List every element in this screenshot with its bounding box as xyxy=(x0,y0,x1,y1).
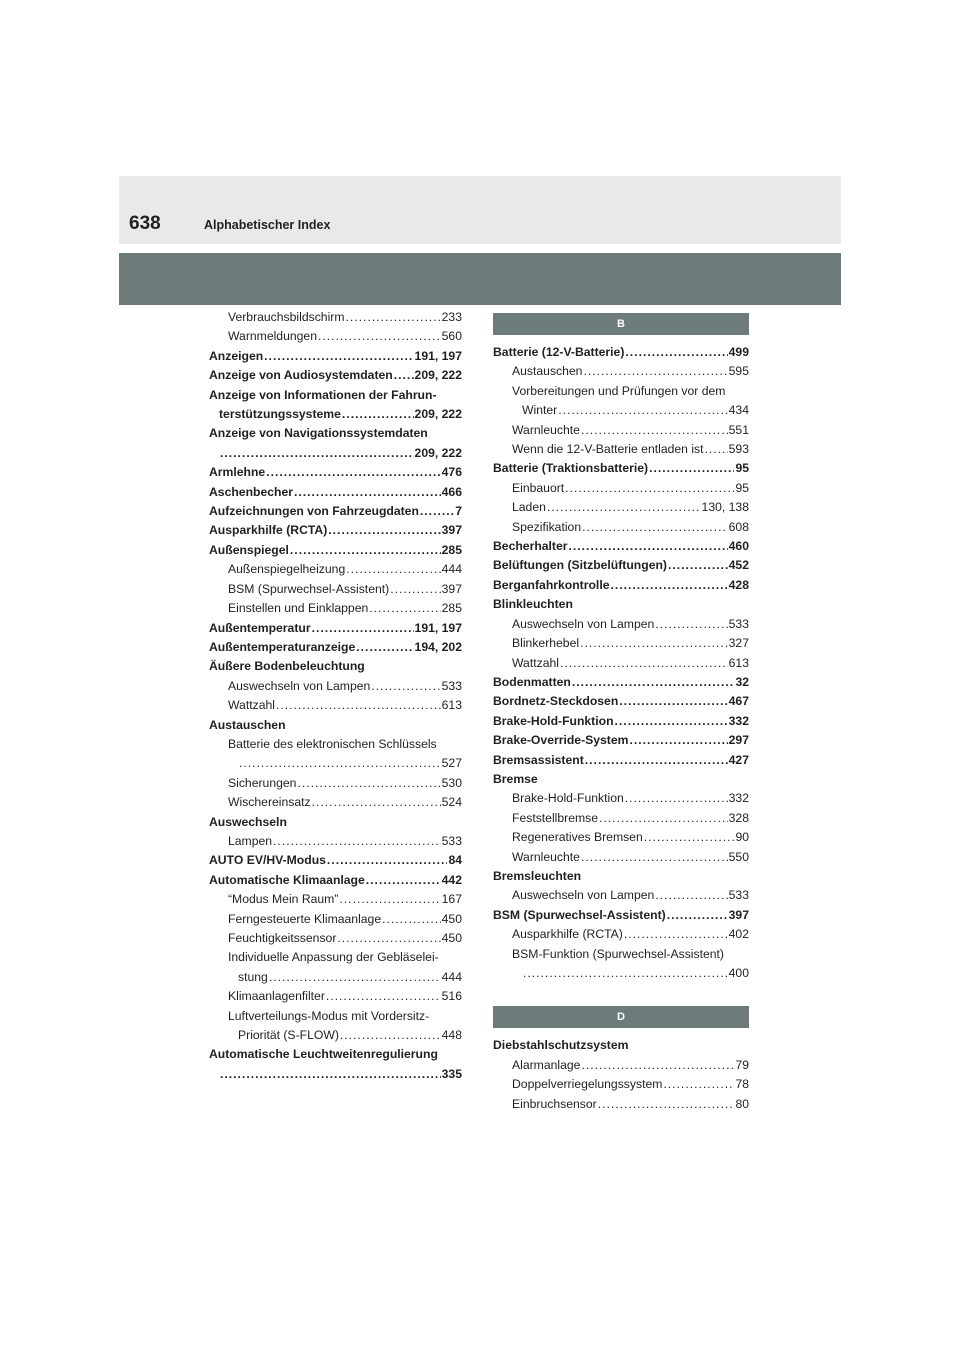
dot-leader xyxy=(266,463,440,482)
index-entry xyxy=(209,502,462,521)
page-reference: 194, 202 xyxy=(414,639,462,654)
index-term: Becherhalter xyxy=(493,539,568,554)
page-reference: 328 xyxy=(728,810,749,825)
index-term: Außenspiegel xyxy=(209,542,289,557)
page-reference: 327 xyxy=(728,636,749,651)
page-reference: 595 xyxy=(728,364,749,379)
index-term: Anzeigen xyxy=(209,348,264,363)
page-reference: 427 xyxy=(728,752,749,767)
page-reference: 209, 222 xyxy=(414,407,462,422)
page-reference: 448 xyxy=(441,1028,462,1043)
index-entry xyxy=(209,580,462,599)
dot-leader xyxy=(560,654,728,673)
page-reference: 332 xyxy=(728,713,749,728)
page-reference: 593 xyxy=(728,442,749,457)
index-term: Einbruchsensor xyxy=(512,1096,597,1111)
dot-leader xyxy=(655,615,727,634)
index-term: Brake-Override-System xyxy=(493,733,629,748)
dot-leader xyxy=(264,347,413,366)
index-term: stung xyxy=(238,969,268,984)
index-entry xyxy=(209,677,462,696)
section-letter-b: B xyxy=(493,313,749,335)
index-term: Feststellbremse xyxy=(512,810,599,825)
page-reference: 450 xyxy=(441,931,462,945)
page-reference: 533 xyxy=(728,616,749,631)
page-reference: 476 xyxy=(441,465,462,480)
page-reference: 332 xyxy=(728,791,749,806)
index-term: Alarmanlage xyxy=(512,1057,581,1072)
dot-leader xyxy=(583,362,727,381)
index-entry xyxy=(209,599,462,618)
index-entry xyxy=(209,560,462,579)
index-entry xyxy=(493,556,749,575)
page-reference: 444 xyxy=(441,969,462,984)
dot-leader xyxy=(369,599,440,618)
dot-leader xyxy=(655,886,727,905)
index-term: Ausparkhilfe (RCTA) xyxy=(512,927,623,942)
page-reference: 444 xyxy=(441,562,462,577)
index-term: Batterie (12-V-Batterie) xyxy=(493,345,625,359)
index-term: Automatische Klimaanlage xyxy=(209,872,365,887)
index-term: BSM (Spurwechsel-Assistent) xyxy=(493,907,666,922)
page-reference: 397 xyxy=(441,581,462,596)
page-reference: 78 xyxy=(735,1077,749,1092)
index-entry xyxy=(209,521,462,540)
index-entry xyxy=(493,440,749,459)
header-top-bar xyxy=(119,176,841,244)
index-entry xyxy=(493,615,749,634)
index-heading: Auswechseln xyxy=(209,814,287,829)
index-term: Wenn die 12-V-Batterie entladen ist xyxy=(512,442,704,457)
index-term: Spezifikation xyxy=(512,519,582,534)
page-reference: 560 xyxy=(441,329,462,344)
index-term: Armlehne xyxy=(209,465,266,480)
page-reference: 80 xyxy=(735,1096,749,1111)
dot-leader xyxy=(565,479,734,498)
page-reference: 499 xyxy=(728,345,749,359)
index-term: Winter xyxy=(522,403,558,418)
index-entry xyxy=(209,327,462,346)
index-entry xyxy=(493,789,749,808)
page-reference: 297 xyxy=(728,733,749,748)
index-term: Auswechseln von Lampen xyxy=(512,888,655,903)
index-entry xyxy=(209,793,462,812)
index-entry xyxy=(493,1056,749,1075)
index-term: Feuchtigkeitssensor xyxy=(228,931,337,945)
dot-leader xyxy=(585,751,728,770)
page-reference: 84 xyxy=(448,853,462,868)
index-term: Batterie (Traktionsbatterie) xyxy=(493,461,649,476)
index-entry xyxy=(209,832,462,851)
index-term: Brake-Hold-Funktion xyxy=(493,713,614,728)
index-entry xyxy=(209,1065,462,1084)
dot-leader xyxy=(328,521,440,540)
index-term: Wischereinsatz xyxy=(228,795,311,810)
index-term: Auswechseln von Lampen xyxy=(512,616,655,631)
page-reference: 402 xyxy=(728,927,749,942)
page-reference: 79 xyxy=(735,1057,749,1072)
index-entry xyxy=(209,851,462,870)
index-entry xyxy=(209,638,462,657)
index-entry xyxy=(493,828,749,847)
index-entry xyxy=(493,654,749,673)
index-term: Bordnetz-Steckdosen xyxy=(493,694,619,709)
dot-leader xyxy=(644,828,735,847)
index-entry xyxy=(209,1026,462,1045)
index-heading: Bremsleuchten xyxy=(493,868,582,883)
index-entry xyxy=(209,774,462,793)
dot-leader xyxy=(312,793,441,812)
index-term: Berganfahrkontrolle xyxy=(493,577,610,592)
index-term: “Modus Mein Raum” xyxy=(228,892,339,907)
dot-leader xyxy=(630,731,728,750)
page-reference: 95 xyxy=(735,480,749,495)
page-reference: 400 xyxy=(728,966,749,980)
index-entry xyxy=(493,634,749,653)
dot-leader xyxy=(346,308,441,327)
page-reference: 167 xyxy=(441,892,462,907)
page-reference: 452 xyxy=(728,558,749,573)
dot-leader xyxy=(663,1075,734,1094)
index-entry xyxy=(209,444,462,463)
dot-leader xyxy=(581,848,728,867)
index-term: Aschenbecher xyxy=(209,484,293,499)
dot-leader xyxy=(625,343,727,362)
index-heading: Vorbereitungen und Prüfungen vor dem xyxy=(512,383,726,398)
page-reference: 527 xyxy=(441,756,462,771)
header-band xyxy=(119,253,841,305)
index-entry xyxy=(209,483,462,502)
page-reference: 530 xyxy=(441,775,462,790)
page-reference: 397 xyxy=(441,523,462,538)
index-term: Warnleuchte xyxy=(512,422,580,437)
index-entry xyxy=(493,751,749,770)
index-heading: Automatische Leuchtweitenregulierung xyxy=(209,1047,438,1062)
index-entry xyxy=(209,987,462,1006)
index-term: terstützungssysteme xyxy=(219,407,341,422)
index-term: Doppelverriegelungssystem xyxy=(512,1077,663,1092)
dot-leader xyxy=(220,1065,441,1084)
page-reference: 335 xyxy=(441,1066,462,1081)
dot-leader xyxy=(581,1056,734,1075)
page-reference: 191, 197 xyxy=(414,348,462,363)
page-reference: 533 xyxy=(728,888,749,903)
index-entry xyxy=(209,347,462,366)
index-term: Auswechseln von Lampen xyxy=(228,678,371,693)
index-entry xyxy=(493,518,749,537)
dot-leader xyxy=(547,498,701,517)
index-entry xyxy=(493,537,749,556)
page-reference: 209, 222 xyxy=(414,445,462,460)
index-entry xyxy=(493,479,749,498)
dot-leader xyxy=(599,809,728,828)
index-entry xyxy=(209,405,462,424)
page-reference: 550 xyxy=(728,849,749,864)
page-reference: 95 xyxy=(735,461,749,476)
dot-leader xyxy=(269,968,441,987)
index-heading: Individuelle Anpassung der Gebläselei- xyxy=(228,950,439,965)
dot-leader xyxy=(297,774,440,793)
index-entry xyxy=(493,498,749,517)
index-heading: Luftverteilungs-Modus mit Vordersitz- xyxy=(228,1008,430,1023)
dot-leader xyxy=(290,541,441,560)
page-reference: 32 xyxy=(735,674,749,689)
index-entry xyxy=(493,925,749,944)
index-heading: Diebstahlschutzsystem xyxy=(493,1038,629,1053)
page-reference: 191, 197 xyxy=(414,620,462,635)
chapter-title: Alphabetischer Index xyxy=(204,218,331,232)
page-reference: 428 xyxy=(728,577,749,592)
index-entry xyxy=(493,1075,749,1094)
section-b-entries xyxy=(493,343,749,983)
index-entry xyxy=(493,731,749,750)
index-entry xyxy=(493,673,749,692)
index-entry xyxy=(209,929,462,948)
index-heading: Batterie des elektronischen Schlüssels xyxy=(228,736,437,751)
dot-leader xyxy=(273,832,441,851)
dot-leader xyxy=(276,696,441,715)
index-term: Bremsassistent xyxy=(493,752,584,767)
dot-leader xyxy=(340,1026,441,1045)
index-entry xyxy=(209,890,462,909)
dot-leader xyxy=(705,440,728,459)
index-entry xyxy=(209,968,462,987)
section-letter-d: D xyxy=(493,1006,749,1028)
index-term: Sicherungen xyxy=(228,775,297,790)
page-reference: 516 xyxy=(441,989,462,1004)
index-term: Belüftungen (Sitzbelüftungen) xyxy=(493,558,667,573)
index-term: Einstellen und Einklappen xyxy=(228,601,369,616)
section-spacer xyxy=(493,983,749,1001)
dot-leader xyxy=(390,580,440,599)
dot-leader xyxy=(569,537,728,556)
index-heading: Äußere Bodenbeleuchtung xyxy=(209,659,365,674)
page-reference: 533 xyxy=(441,678,462,693)
index-term: Lampen xyxy=(228,833,273,848)
dot-leader xyxy=(598,1095,735,1114)
index-column-left xyxy=(209,308,462,1084)
index-term: Außentemperaturanzeige xyxy=(209,639,356,654)
page-reference: 285 xyxy=(441,601,462,616)
index-entry xyxy=(209,308,462,327)
dot-leader xyxy=(610,576,727,595)
index-entry xyxy=(209,463,462,482)
index-term: Außentemperatur xyxy=(209,620,311,635)
index-heading: Anzeige von Navigationssystemdaten xyxy=(209,426,428,441)
index-term: Wattzahl xyxy=(512,655,559,670)
dot-leader xyxy=(371,677,440,696)
index-term: Brake-Hold-Funktion xyxy=(512,791,624,806)
dot-leader xyxy=(356,638,413,657)
dot-leader xyxy=(580,634,728,653)
page-reference: 524 xyxy=(441,795,462,810)
dot-leader xyxy=(382,910,441,929)
index-term: Bodenmatten xyxy=(493,674,571,689)
index-entry xyxy=(209,619,462,638)
dot-leader xyxy=(327,851,448,870)
dot-leader xyxy=(523,964,728,983)
page-reference: 450 xyxy=(441,911,462,926)
dot-leader xyxy=(615,712,728,731)
dot-leader xyxy=(581,421,728,440)
index-heading: Anzeige von Informationen der Fahrun- xyxy=(209,387,437,402)
dot-leader xyxy=(366,871,441,890)
dot-leader xyxy=(619,692,727,711)
page-reference: 460 xyxy=(728,539,749,554)
dot-leader xyxy=(558,401,727,420)
page-reference: 533 xyxy=(441,833,462,848)
page-reference: 434 xyxy=(728,403,749,418)
page-reference: 90 xyxy=(735,830,749,845)
index-entry xyxy=(209,754,462,773)
dot-leader xyxy=(312,619,414,638)
page-reference: 442 xyxy=(441,872,462,887)
page-reference: 467 xyxy=(728,694,749,709)
index-term: Austauschen xyxy=(512,364,583,379)
index-term: AUTO EV/HV-Modus xyxy=(209,853,326,868)
index-term: Außenspiegelheizung xyxy=(228,562,346,577)
index-column-right xyxy=(493,308,749,1114)
page-reference: 608 xyxy=(728,519,749,534)
index-entry xyxy=(209,541,462,560)
index-entry xyxy=(493,809,749,828)
index-entry xyxy=(493,1095,749,1114)
index-entry xyxy=(493,576,749,595)
index-entry xyxy=(493,343,749,362)
page-reference: 613 xyxy=(441,698,462,713)
dot-leader xyxy=(339,890,440,909)
index-term: Ausparkhilfe (RCTA) xyxy=(209,523,328,538)
index-term: Anzeige von Audiosystemdaten xyxy=(209,368,393,383)
index-entry xyxy=(493,401,749,420)
index-term: Blinkerhebel xyxy=(512,636,580,651)
index-term: Laden xyxy=(512,500,546,515)
section-d-entries xyxy=(493,1036,749,1114)
index-entry xyxy=(209,871,462,890)
index-term: Warnleuchte xyxy=(512,849,580,864)
index-term: Priorität (S-FLOW) xyxy=(238,1028,339,1043)
dot-leader xyxy=(582,518,728,537)
index-term: BSM (Spurwechsel-Assistent) xyxy=(228,581,390,596)
index-entry xyxy=(493,421,749,440)
dot-leader xyxy=(420,502,454,521)
index-entry xyxy=(493,906,749,925)
dot-leader xyxy=(625,789,728,808)
index-entry xyxy=(209,910,462,929)
dot-leader xyxy=(346,560,440,579)
index-entry xyxy=(493,692,749,711)
index-heading: Bremse xyxy=(493,771,538,786)
dot-leader xyxy=(220,444,414,463)
index-entry xyxy=(209,696,462,715)
page-reference: 285 xyxy=(441,542,462,557)
page-reference: 466 xyxy=(441,484,462,499)
index-entry xyxy=(493,712,749,731)
dot-leader xyxy=(294,483,441,502)
dot-leader xyxy=(624,925,728,944)
page-reference: 551 xyxy=(728,422,749,437)
page-reference: 7 xyxy=(455,504,462,519)
dot-leader xyxy=(668,556,728,575)
index-term: Wattzahl xyxy=(228,698,275,713)
dot-leader xyxy=(318,327,441,346)
dot-leader xyxy=(667,906,728,925)
index-entry xyxy=(493,848,749,867)
page-number: 638 xyxy=(129,213,161,234)
index-entry xyxy=(493,964,749,983)
dot-leader xyxy=(239,754,441,773)
dot-leader xyxy=(394,366,414,385)
index-entry xyxy=(209,366,462,385)
page-reference: 209, 222 xyxy=(414,368,462,383)
page-reference: 397 xyxy=(728,907,749,922)
index-term: Klimaanlagenfilter xyxy=(228,989,325,1004)
index-heading: BSM-Funktion (Spurwechsel-Assistent) xyxy=(512,946,724,961)
dot-leader xyxy=(572,673,735,692)
page-reference: 613 xyxy=(728,655,749,670)
index-term: Einbauort xyxy=(512,480,565,495)
index-heading: Austauschen xyxy=(209,717,286,732)
page-reference: 233 xyxy=(441,310,462,324)
index-heading: Blinkleuchten xyxy=(493,597,573,612)
index-term: Verbrauchsbildschirm xyxy=(228,310,345,324)
dot-leader xyxy=(337,929,440,948)
dot-leader xyxy=(326,987,441,1006)
dot-leader xyxy=(342,405,414,424)
index-entry xyxy=(493,362,749,381)
index-entry xyxy=(493,459,749,478)
index-term: Ferngesteuerte Klimaanlage xyxy=(228,911,382,926)
dot-leader xyxy=(649,459,734,478)
index-term: Warnmeldungen xyxy=(228,329,317,344)
index-entry xyxy=(493,886,749,905)
index-term: Regeneratives Bremsen xyxy=(512,830,643,845)
index-term: Aufzeichnungen von Fahrzeugdaten xyxy=(209,504,419,519)
page-reference: 130, 138 xyxy=(701,500,749,515)
